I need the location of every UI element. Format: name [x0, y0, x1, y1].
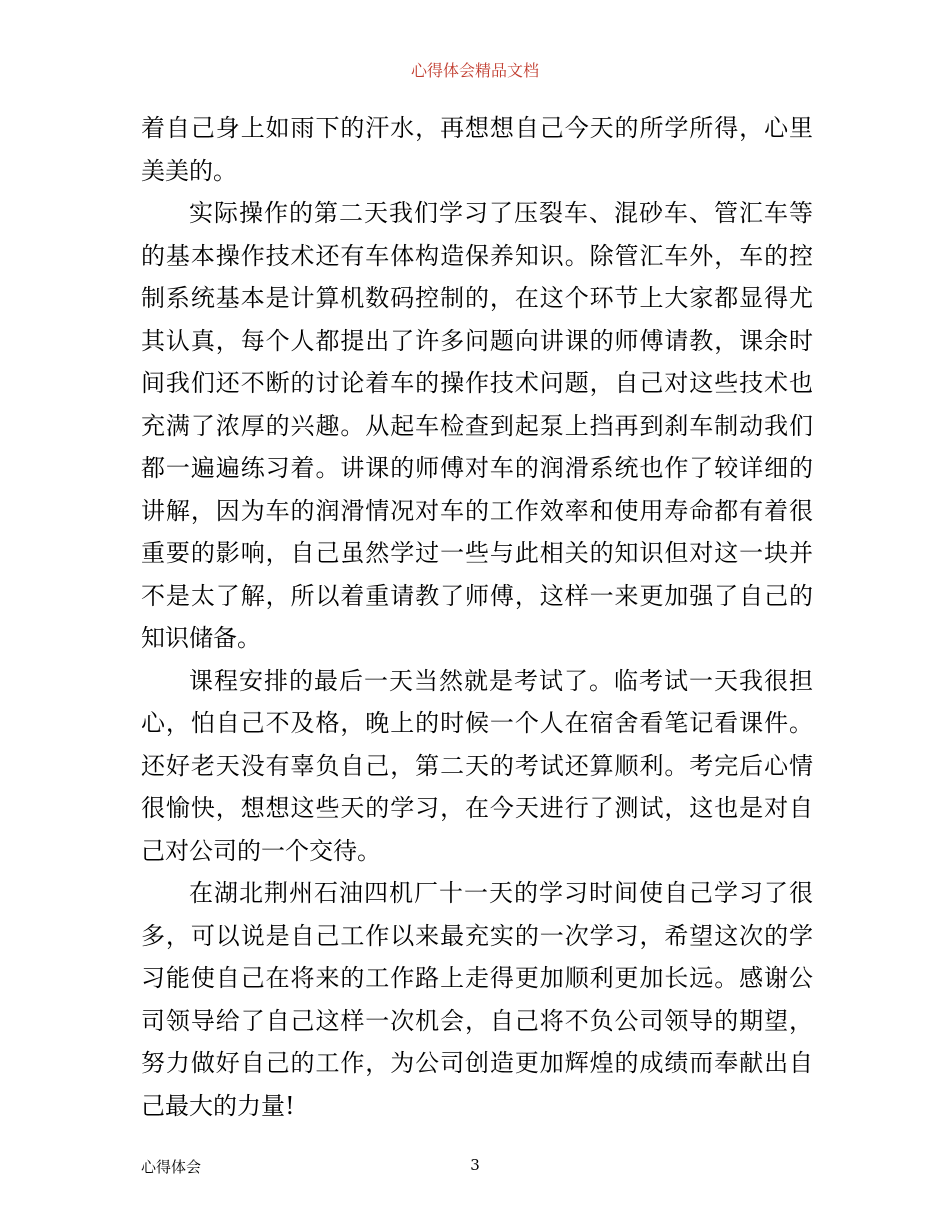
- text-line: 间我们还不断的讨论着车的操作技术问题，自己对这些技术也: [141, 369, 813, 397]
- text-line: 己最大的力量!: [141, 1091, 295, 1120]
- text-line: 不是太了解，所以着重请教了师傅，这样一来更加强了自己的: [141, 581, 813, 610]
- text-line: 努力做好自己的工作，为公司创造更加辉煌的成绩而奉献出自: [141, 1049, 813, 1077]
- text-line: 重要的影响，自己虽然学过一些与此相关的知识但对这一块并: [141, 539, 813, 567]
- text-line: 充满了浓厚的兴趣。从起车检查到起泵上挡再到刹车制动我们: [141, 411, 813, 440]
- text-line: 很愉快，想想这些天的学习，在今天进行了测试，这也是对自: [141, 794, 813, 822]
- text-line: 其认真，每个人都提出了许多问题向讲课的师傅请教，课余时: [141, 326, 813, 355]
- text-line: 己对公司的一个交待。: [141, 836, 381, 865]
- text-line: 都一遍遍练习着。讲课的师傅对车的润滑系统也作了较详细的: [141, 454, 813, 482]
- text-line: 着自己身上如雨下的汗水，再想想自己今天的所学所得，心里: [141, 114, 813, 142]
- text-line: 司领导给了自己这样一次机会，自己将不负公司领导的期望，: [141, 1006, 813, 1035]
- paragraph-first-line: 课程安排的最后一天当然就是考试了。临考试一天我很担: [189, 666, 813, 695]
- text-line: 讲解，因为车的润滑情况对车的工作效率和使用寿命都有着很: [141, 496, 813, 525]
- paragraph-first-line: 在湖北荆州石油四机厂十一天的学习时间使自己学习了很: [189, 879, 813, 907]
- paragraph-first-line: 实际操作的第二天我们学习了压裂车、混砂车、管汇车等: [189, 199, 813, 227]
- text-line: 多，可以说是自己工作以来最充实的一次学习，希望这次的学: [141, 921, 813, 950]
- text-line: 制系统基本是计算机数码控制的，在这个环节上大家都显得尤: [141, 284, 813, 312]
- text-line: 习能使自己在将来的工作路上走得更加顺利更加长远。感谢公: [141, 964, 813, 992]
- footer-label: 心得体会: [141, 1158, 202, 1176]
- page-header-title: 心得体会精品文档: [410, 61, 539, 80]
- text-line: 心，怕自己不及格，晚上的时候一个人在宿舍看笔记看课件。: [141, 709, 813, 737]
- document-body: [141, 107, 813, 1127]
- text-line: 还好老天没有辜负自己，第二天的考试还算顺利。考完后心情: [141, 751, 813, 780]
- text-line: 的基本操作技术还有车体构造保养知识。除管汇车外，车的控: [141, 241, 813, 270]
- text-line: 美美的。: [141, 156, 237, 185]
- page-number: 3: [470, 1156, 480, 1174]
- text-line: 知识储备。: [141, 624, 261, 652]
